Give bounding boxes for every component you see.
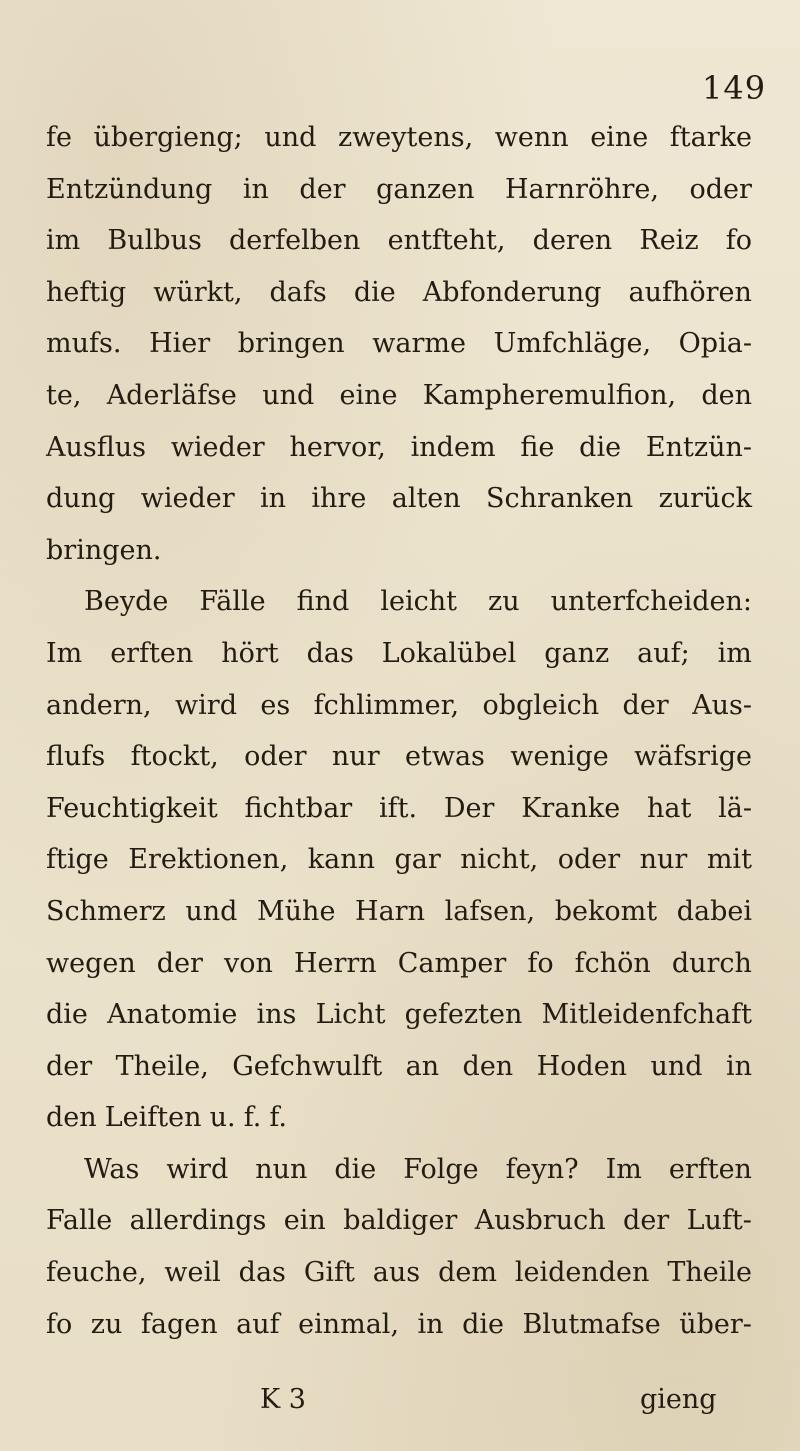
word: find [296, 586, 350, 618]
word: in [242, 173, 269, 205]
word: wäfsrige [634, 741, 752, 773]
word: Falle [46, 1205, 113, 1237]
word: auf [236, 1308, 280, 1340]
word: dem [438, 1257, 497, 1289]
word: Im [605, 1153, 642, 1185]
word: der [622, 689, 669, 721]
paragraph-end-line [46, 1092, 752, 1144]
word: fchlimmer, [313, 689, 460, 721]
word: fichtbar [244, 792, 353, 824]
word: Harn [355, 895, 425, 927]
word: Theile, [115, 1050, 209, 1082]
word: feyn? [505, 1153, 579, 1185]
word: Erektionen, [128, 844, 289, 876]
word: Gefchwulft [232, 1050, 383, 1082]
word: der [46, 1050, 93, 1082]
word: Abfonderung [422, 276, 602, 308]
text-line [46, 473, 752, 525]
word: leidenden [514, 1257, 650, 1289]
word: dabei [676, 895, 752, 927]
text-line [46, 628, 752, 680]
word: wird [175, 689, 237, 721]
word: Camper [397, 947, 507, 979]
word: Lokalübel [381, 637, 517, 669]
word: Schmerz [46, 895, 166, 927]
word: einmal, [298, 1308, 400, 1340]
word: wenn [494, 122, 569, 153]
word: fo [46, 1308, 73, 1340]
word: Luft- [686, 1205, 752, 1237]
word: bringen [237, 328, 345, 360]
word: Aus- [692, 689, 752, 721]
paragraph-start-line [46, 1144, 752, 1196]
word: fagen [140, 1308, 218, 1340]
word: den [462, 1050, 514, 1082]
word: Gift [303, 1257, 355, 1289]
word: Was [84, 1153, 140, 1185]
word: Im [46, 637, 83, 669]
word: die [462, 1308, 504, 1340]
word: derfelben [229, 225, 361, 257]
word: aus [372, 1257, 421, 1289]
word: te, [46, 379, 82, 411]
word: flufs [46, 741, 106, 773]
word: zu [90, 1308, 123, 1340]
text-line [46, 938, 752, 990]
word: zweytens, [337, 122, 474, 153]
word: entfteht, [387, 225, 506, 257]
word: heftig [46, 276, 127, 308]
word: oder [244, 741, 307, 773]
word: Theile [667, 1257, 752, 1289]
word: den [701, 379, 752, 411]
word: etwas [405, 741, 485, 773]
word: in [725, 1050, 752, 1082]
word: warme [372, 328, 466, 360]
word: Entzündung [46, 173, 213, 205]
word: Hoden [536, 1050, 628, 1082]
word: ftarke [669, 122, 752, 153]
word: deren [532, 225, 613, 257]
page-footer [0, 1380, 800, 1420]
word: Opia- [678, 328, 752, 360]
word: über- [679, 1308, 752, 1340]
word: leicht [380, 586, 457, 618]
word: Bulbus [107, 225, 202, 257]
word: Harnröhre, [505, 173, 659, 205]
text-line [46, 680, 752, 732]
word: Reiz [639, 225, 699, 257]
word: im [717, 637, 752, 669]
word: fie [520, 431, 555, 463]
text-line [46, 886, 752, 938]
word: fo [527, 947, 554, 979]
word: gefezten [404, 999, 523, 1031]
word: zu [487, 586, 520, 618]
word: Hier [149, 328, 211, 360]
word: oder [689, 173, 752, 205]
word: und [185, 895, 238, 927]
word: lä- [718, 792, 752, 824]
word: das [238, 1257, 286, 1289]
word: wieder [140, 483, 235, 515]
word: andern, [46, 689, 152, 721]
text-line [46, 834, 752, 886]
word: bringen. [46, 534, 162, 566]
word: Der [443, 792, 495, 824]
word: hört [221, 637, 279, 669]
word: auf; [637, 637, 690, 669]
signature-mark: K 3 [260, 1384, 306, 1415]
word: in [417, 1308, 444, 1340]
word: Mühe [257, 895, 336, 927]
word: u. [209, 1102, 236, 1134]
word: nur [331, 741, 380, 773]
word: Leiften [104, 1102, 202, 1134]
word: würkt, [153, 276, 243, 308]
word: Ausflus [46, 431, 146, 463]
word: wieder [170, 431, 265, 463]
word: übergieng; [93, 122, 243, 153]
word: Feuchtigkeit [46, 792, 218, 824]
word: hat [646, 792, 692, 824]
text-line [46, 112, 752, 164]
word: Licht [315, 999, 386, 1031]
word: eine [339, 379, 398, 411]
word: lafsen, [444, 895, 536, 927]
word: in [260, 483, 287, 515]
word: Ausbruch [474, 1205, 606, 1237]
word: hervor, [289, 431, 386, 463]
word: erften [668, 1153, 752, 1185]
word: dafs [269, 276, 327, 308]
word: Herrn [293, 947, 377, 979]
word: wegen [46, 947, 136, 979]
text-line [46, 1041, 752, 1093]
word: Kampheremulfion, [422, 379, 677, 411]
word: der [623, 1205, 670, 1237]
word: ift. [379, 792, 418, 824]
word: gar [394, 844, 441, 876]
word: Kranke [521, 792, 621, 824]
catchword: gieng [640, 1384, 717, 1415]
word: die [579, 431, 622, 463]
word: der [299, 173, 346, 205]
paragraph-start-line [46, 576, 752, 628]
word: nur [639, 844, 688, 876]
word: die [334, 1153, 377, 1185]
text-line [46, 422, 752, 474]
word: das [306, 637, 354, 669]
word: Entzün- [645, 431, 752, 463]
word: und [264, 122, 317, 153]
word: fe [46, 122, 72, 153]
text-line [46, 989, 752, 1041]
word: alten [391, 483, 461, 515]
word: die [46, 999, 88, 1031]
word: den [46, 1102, 97, 1134]
word: ihre [311, 483, 367, 515]
word: fo [725, 225, 752, 257]
word: wenige [510, 741, 609, 773]
word: baldiger [343, 1205, 458, 1237]
word: obgleich [482, 689, 600, 721]
word: mufs. [46, 328, 122, 360]
word: im [46, 225, 81, 257]
word: f. [243, 1102, 262, 1134]
word: bekomt [554, 895, 658, 927]
word: dung [46, 483, 116, 515]
text-line [46, 215, 752, 267]
word: nicht, [460, 844, 539, 876]
word: indem [410, 431, 496, 463]
page-number: 149 [702, 69, 767, 107]
word: feuche, [46, 1257, 147, 1289]
word: oder [557, 844, 621, 876]
word: Anatomie [107, 999, 238, 1031]
word: und [650, 1050, 703, 1082]
word: f. [269, 1102, 288, 1134]
text-line [46, 731, 752, 783]
word: Aderläfse [106, 379, 237, 411]
word: weil [164, 1257, 221, 1289]
text-line [46, 370, 752, 422]
text-line [46, 1299, 752, 1351]
word: und [262, 379, 315, 411]
word: allerdings [129, 1205, 267, 1237]
text-line [46, 164, 752, 216]
body-text [46, 112, 752, 1350]
word: durch [671, 947, 752, 979]
word: eine [590, 122, 649, 153]
word: kann [307, 844, 376, 876]
word: Beyde [84, 586, 169, 618]
word: mit [706, 844, 752, 876]
word: ganz [544, 637, 610, 669]
word: aufhören [628, 276, 752, 308]
word: Umfchläge, [493, 328, 652, 360]
word: ein [283, 1205, 326, 1237]
word: Fälle [199, 586, 266, 618]
text-line [46, 267, 752, 319]
word: Blutmafse [522, 1308, 661, 1340]
word: es [260, 689, 291, 721]
word: ftockt, [130, 741, 219, 773]
word: Schranken [486, 483, 634, 515]
word: ftige [46, 844, 109, 876]
word: ins [256, 999, 297, 1031]
word: der [156, 947, 203, 979]
paragraph-end-line [46, 525, 752, 577]
word: fchön [574, 947, 651, 979]
text-line [46, 318, 752, 370]
word: von [224, 947, 273, 979]
word: Mitleidenfchaft [541, 999, 752, 1031]
word: unterfcheiden: [550, 586, 752, 618]
word: die [353, 276, 396, 308]
text-line [46, 1247, 752, 1299]
word: zurück [658, 483, 752, 515]
text-line [46, 1195, 752, 1247]
text-line [46, 783, 752, 835]
word: erften [110, 637, 194, 669]
word: wird [166, 1153, 229, 1185]
word: Folge [403, 1153, 479, 1185]
word: ganzen [376, 173, 475, 205]
word: an [405, 1050, 440, 1082]
word: nun [255, 1153, 308, 1185]
